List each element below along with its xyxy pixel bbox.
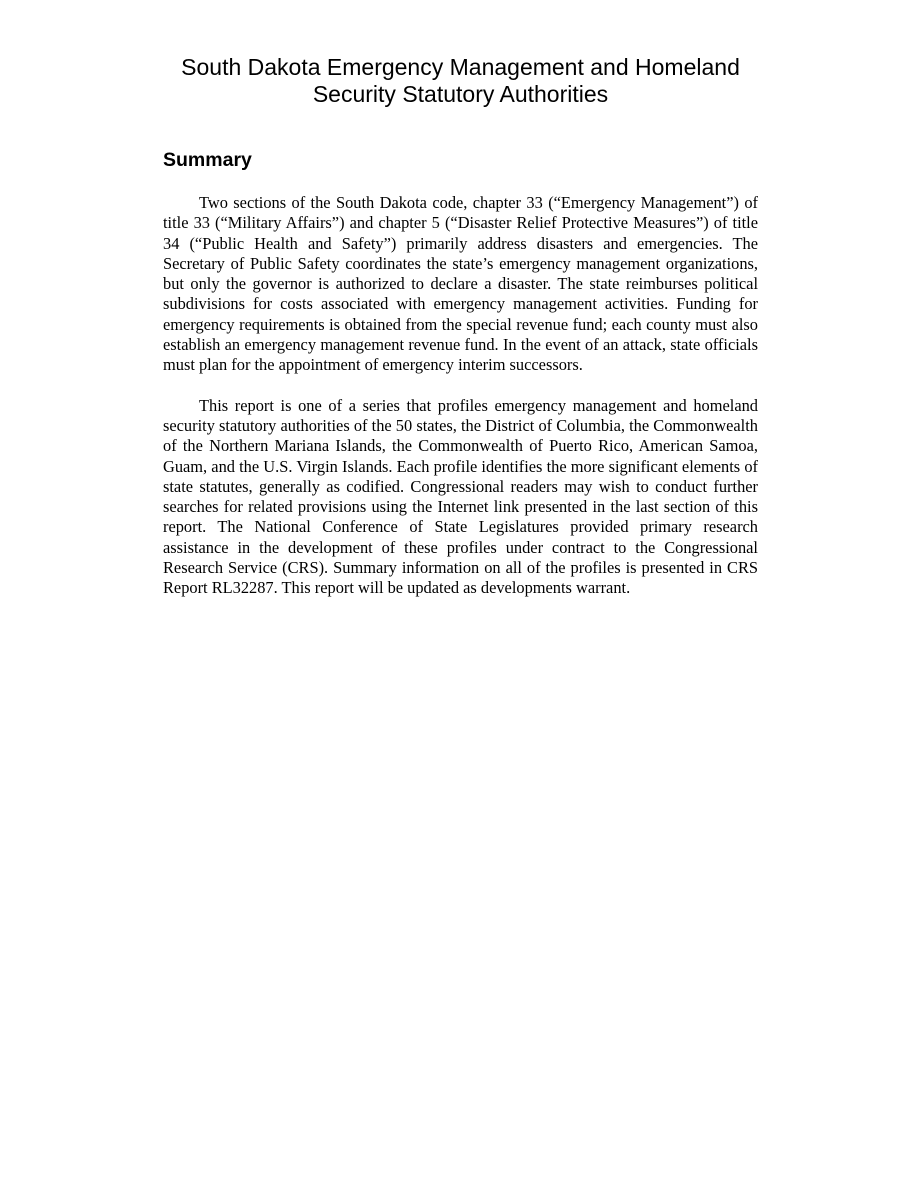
summary-paragraph-1: Two sections of the South Dakota code, chapter 33 (“Emergency Management”) of title 33 (“Military Affairs”) and chapter 5 (“Disaster Relief Protective Measures”) of title 34 (“Public Health and Safety”) primarily address disasters and emergencies. The Secretary of Public Safety coordinates the state’s emergency management organizations, but only the governor is authorized to declare a disaster. The state reimburses political subdivisions for costs associated with emergency management activities. Funding for emergency requirements is obtained from the special revenue fund; each county must also establish an emergency management revenue fund. In the event of an attack, state officials must plan for the appointment of emergency interim successors. [163,193,758,375]
page-title [163,54,758,108]
title-line-1: South Dakota Emergency Management and Homeland [181,54,740,80]
summary-heading: Summary [163,149,252,171]
document-page [163,54,758,599]
title-line-2: Security Statutory Authorities [312,81,609,107]
summary-paragraph-2: This report is one of a series that profiles emergency management and homeland security statutory authorities of the 50 states, the District of Columbia, the Commonwealth of the Northern Mariana Islands, the Commonwealth of Puerto Rico, American Samoa, Guam, and the U.S. Virgin Islands. Each profile identifies the more significant elements of state statutes, generally as codified. Congressional readers may wish to conduct further searches for related provisions using the Internet link presented in the last section of this report. The National Conference of State Legislatures provided primary research assistance in the development of these profiles under contract to the Congressional Research Service (CRS). Summary information on all of the profiles is presented in CRS Report RL32287. This report will be updated as developments warrant. [163,395,758,598]
